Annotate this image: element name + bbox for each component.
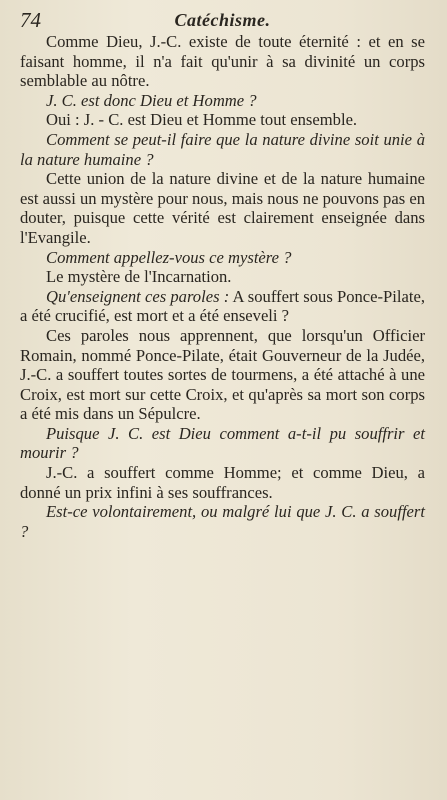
answer-paragraph: Ces paroles nous apprennent, que lorsqu'un Officier Romain, nommé Ponce-Pilate, était Gouverneur de la Judée, J.-C. a souffert toutes sortes de tourmens, a été attaché à une Croix, est mort sur cette Croix, et qu'après sa mort son corps a été mis dans un Sépulcre.	[20, 325, 425, 424]
answer-paragraph: Comme Dieu, J.-C. existe de toute éternité : et en se faisant homme, il n'a fait qu'unir à sa divinité un corps semblable au nôtre.	[20, 32, 425, 91]
answer-paragraph: J.-C. a souffert comme Homme; et comme Dieu, a donné un prix infini à ses souffrances.	[20, 463, 425, 502]
answer-paragraph: Oui : J. - C. est Dieu et Homme tout ensemble.	[46, 110, 358, 130]
answer-paragraph: Cette union de la nature divine et de la nature humaine est aussi un mystère pour nous, mais nous ne pouvons pas en douter, puisque cette vérité est clairement enseignée dans l'Evangile.	[20, 169, 425, 247]
question-text: Qu'enseignent ces paroles :	[46, 286, 230, 306]
catechism-text	[20, 32, 425, 541]
page-header	[20, 6, 425, 32]
question-paragraph: J. C. est donc Dieu et Homme ?	[46, 90, 257, 110]
question-paragraph: Est-ce volontairement, ou malgré lui que J. C. a souffert ?	[20, 502, 425, 541]
running-title: Catéchisme.	[174, 10, 271, 30]
answer-paragraph: Le mystère de l'Incarnation.	[46, 267, 232, 287]
question-paragraph: Comment se peut-il faire que la nature divine soit unie à la nature humaine ?	[20, 129, 425, 169]
quoted-creed-text: A souffert sous Ponce-Pilate, a été crucifié, est mort et a été enseveli ?	[20, 286, 425, 326]
question-paragraph: Puisque J. C. est Dieu comment a-t-il pu souffrir et mourir ?	[20, 423, 425, 463]
page-number: 74	[20, 8, 41, 32]
question-answer-paragraph	[20, 287, 425, 326]
question-paragraph: Comment appellez-vous ce mystère ?	[46, 247, 292, 267]
